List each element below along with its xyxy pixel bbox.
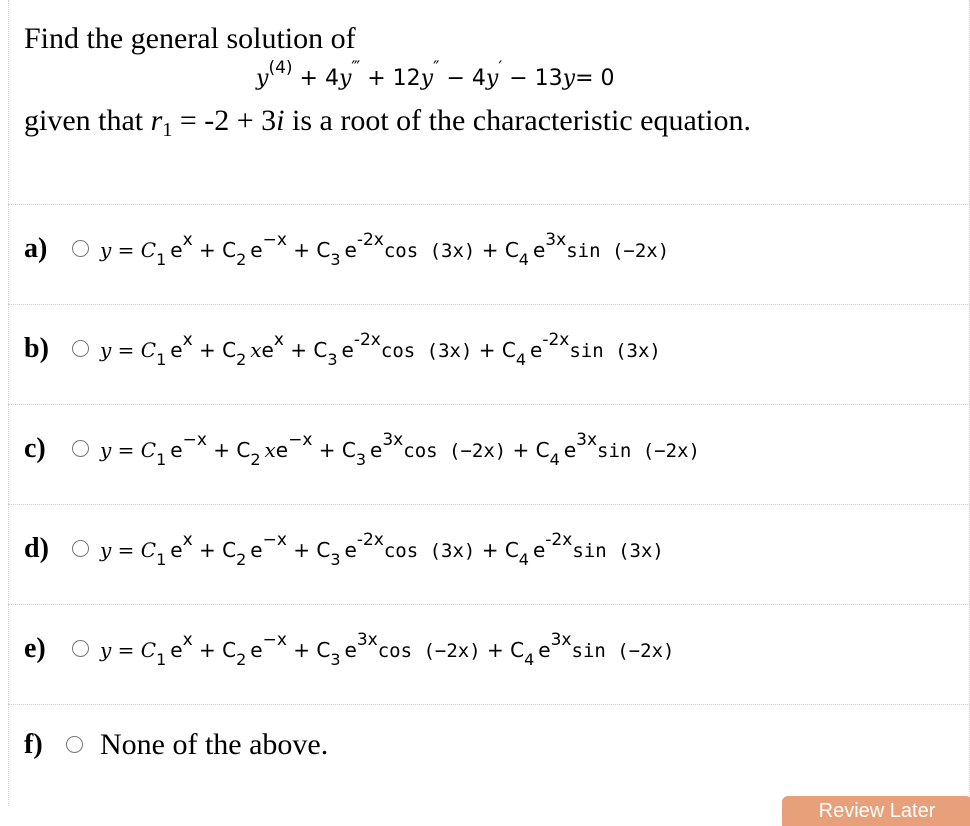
choice-label: c)	[24, 433, 46, 464]
question-given-root: given that $r_1 = -2 + 3i$ is a root of the characteristic equation.	[24, 104, 751, 141]
choice-f-text: None of the above.	[100, 728, 329, 761]
review-later-button[interactable]: Review Later	[782, 796, 970, 826]
divider	[8, 604, 970, 605]
radio-button[interactable]	[66, 736, 83, 753]
question-intro: Find the general solution of	[24, 22, 356, 55]
radio-button[interactable]	[72, 440, 89, 457]
choice-label: f)	[24, 729, 43, 760]
radio-button[interactable]	[72, 240, 89, 257]
radio-button[interactable]	[72, 340, 89, 357]
choice-label: d)	[24, 533, 49, 564]
divider	[8, 304, 970, 305]
divider	[8, 504, 970, 505]
divider	[8, 704, 970, 705]
divider	[8, 404, 970, 405]
radio-button[interactable]	[72, 540, 89, 557]
choice-label: e)	[24, 633, 46, 664]
choice-label: b)	[24, 333, 49, 364]
choice-c-expression: $y = C_1$ $e^{-x} + C_2$ $xe^{-x} + C_3$ $e^{3x}\cos$ $(-2x) + C_4$ $e^{3x}\sin$ (−2x)	[100, 430, 700, 469]
divider	[8, 204, 970, 205]
choice-d-expression: $y = C_1$ $e^x + C_2$ $e^{-x} + C_3$ $e^{-2x}\cos$ $(3x) + C_4$ $e^{-2x}\sin$ (3x)	[100, 530, 664, 569]
choice-label: a)	[24, 233, 48, 264]
radio-button[interactable]	[72, 640, 89, 657]
choice-a-expression: $y = C_1$ $e^x + C_2$ $e^{-x} + C_3$ $e^{-2x}\cos$ $(3x) + C_4$ $e^{3x}\sin$ (−2x)	[100, 230, 670, 269]
differential-equation: $y^{(4)} + 4y^‴ + 12y'' - 4y' - 13y= 0$	[256, 58, 615, 91]
choice-b-expression: $y = C_1$ $e^x + C_2$ $xe^x + C_3$ $e^{-2x}\cos$ $(3x) + C_4$ $e^{-2x}\sin$ (3x)	[100, 330, 661, 369]
choice-e-expression: $y = C_1$ $e^x + C_2$ $e^{-x} + C_3$ $e^{3x}\cos$ $(-2x) + C_4$ $e^{3x}\sin$ (−2x)	[100, 630, 675, 669]
